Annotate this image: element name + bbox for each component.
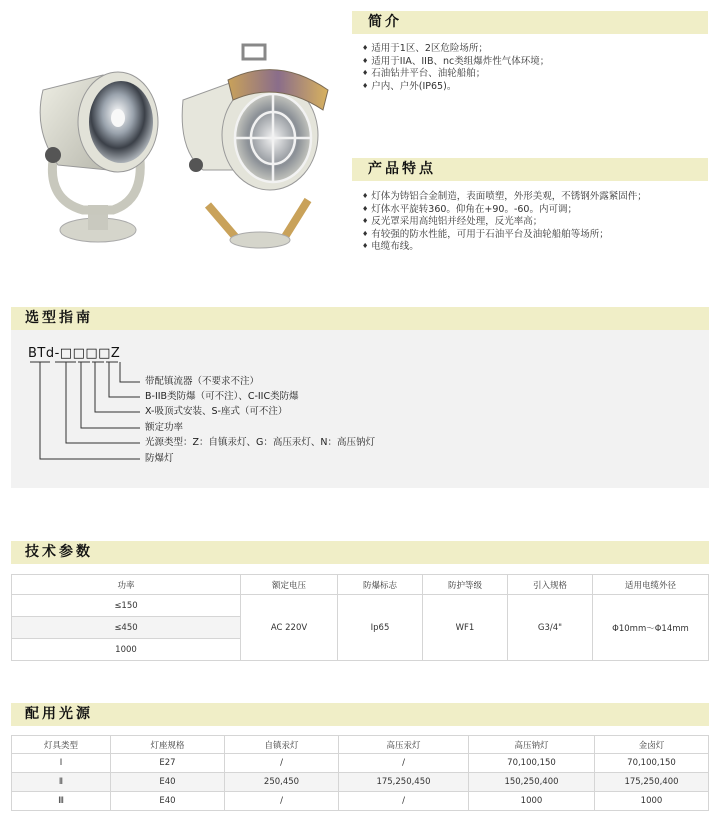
floodlight-with-guard-photo [178,40,333,250]
guide-section-title: 选型指南 [11,307,709,330]
table-cell: Φ10mm～Φ14mm [593,595,709,661]
table-row [12,792,709,811]
table-header-row [12,575,709,595]
light-source-table [11,735,709,811]
table-cell: G3/4" [508,595,593,661]
guide-line-light-type: 光源类型：Z：自镇汞灯、G：高压汞灯、N：高压钠灯 [145,437,375,448]
table-header: 金卤灯 [595,736,709,754]
table-cell: E40 [111,773,225,792]
light-section-title: 配用光源 [11,703,709,726]
table-cell: ≤450 [12,617,241,639]
table-header: 引入规格 [508,575,593,595]
table-row [12,595,709,617]
list-item: ♦ 石油钻井平台、油轮船舶； [362,68,702,81]
table-header: 高压钠灯 [469,736,595,754]
guide-line-mount: X-吸顶式安装、S-座式（可不注） [145,406,288,417]
model-code: BTd-□□□□Z [28,346,121,361]
table-header: 灯具类型 [12,736,111,754]
spec-section-title: 技术参数 [11,541,709,564]
list-item: ♦ 灯体水平旋转360。仰角在+90。-60。内可调； [362,204,707,217]
table-cell: 1000 [469,792,595,811]
table-row [12,773,709,792]
list-item: ♦ 户内、户外(IP65)。 [362,81,702,94]
table-cell: E27 [111,754,225,773]
table-cell: 250,450 [225,773,339,792]
list-item: ♦ 有较强的防水性能，可用于石油平台及油轮船舶等场所； [362,229,707,242]
list-item: ♦ 适用于IIA、IIB、nc类组爆炸性气体环境； [362,56,702,69]
table-row [12,754,709,773]
table-cell: 150,250,400 [469,773,595,792]
intro-list [362,43,702,93]
table-header: 适用电缆外径 [593,575,709,595]
table-cell: Ⅱ [12,773,111,792]
spec-table [11,574,709,661]
table-cell: 1000 [595,792,709,811]
table-header-row [12,736,709,754]
intro-section-title: 简介 [352,11,708,34]
table-header: 灯座规格 [111,736,225,754]
guide-line-explosion-class: B-IIB类防爆（可不注）、C-IIC类防爆 [145,391,299,402]
table-header: 防爆标志 [338,575,423,595]
floodlight-photo [28,40,163,250]
table-cell: WF1 [423,595,508,661]
table-cell: ≤150 [12,595,241,617]
table-cell: Ⅲ [12,792,111,811]
list-item: ♦ 电缆布线。 [362,241,707,254]
features-list [362,191,707,254]
guide-line-lamp: 防爆灯 [145,453,174,464]
guide-line-power: 额定功率 [145,422,184,433]
table-header: 自镇汞灯 [225,736,339,754]
table-cell: / [339,754,469,773]
table-header: 高压汞灯 [339,736,469,754]
table-cell: 70,100,150 [595,754,709,773]
table-cell: / [225,754,339,773]
table-cell: Ip65 [338,595,423,661]
table-header: 功率 [12,575,241,595]
table-cell: Ⅰ [12,754,111,773]
table-header: 额定电压 [241,575,338,595]
table-cell: E40 [111,792,225,811]
table-cell: 70,100,150 [469,754,595,773]
table-cell: / [339,792,469,811]
table-header: 防护等级 [423,575,508,595]
list-item: ♦ 灯体为铸铝合金制造，表面喷塑，外形美观，不锈钢外露紧固件； [362,191,707,204]
guide-line-ballast: 带配镇流器（不要求不注） [145,376,260,387]
list-item: ♦ 适用于1区、2区危险场所； [362,43,702,56]
table-cell: AC 220V [241,595,338,661]
features-section-title: 产品特点 [352,158,708,181]
table-cell: / [225,792,339,811]
table-cell: 1000 [12,639,241,661]
table-cell: 175,250,400 [595,773,709,792]
table-cell: 175,250,450 [339,773,469,792]
list-item: ♦ 反光罩采用高纯铝并经处理，反光率高； [362,216,707,229]
